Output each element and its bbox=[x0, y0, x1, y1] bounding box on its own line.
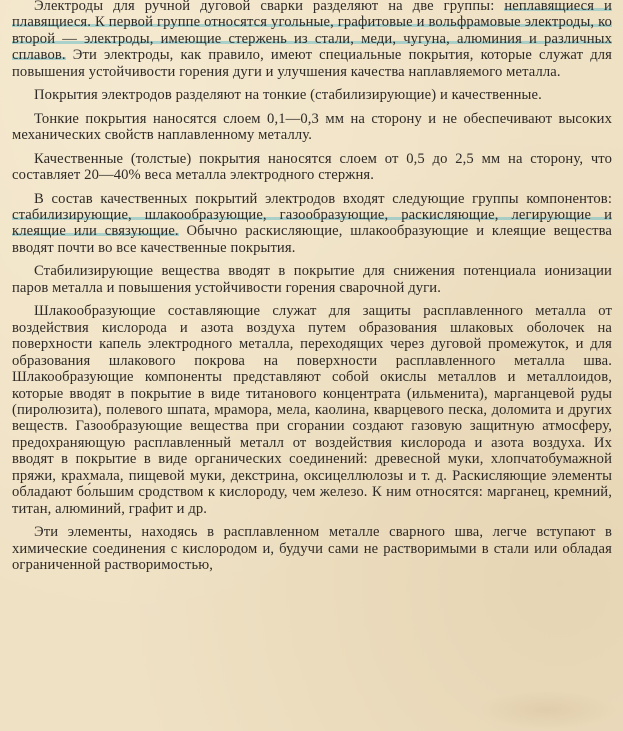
paragraph-text: Покрытия электродов разделяют на тонкие (стабилизирующие) и качественные. bbox=[34, 87, 542, 104]
paragraph-text: Тонкие покрытия наносятся слоем 0,1—0,3 мм на сторону и не обеспечивают высоких механических свойств наплавленному металлу. bbox=[12, 110, 612, 144]
paragraph-thin-coatings bbox=[12, 111, 612, 144]
paragraph-coating-types bbox=[12, 87, 612, 103]
paragraph-text: Электроды для ручной дуговой сварки разделяют на две группы: bbox=[34, 0, 505, 14]
paragraph-text: Качественные (толстые) покрытия наносятся слоем от 0,5 до 2,5 мм на сторону, что составляет 20—40% веса металла электродного стержня. bbox=[12, 150, 612, 184]
paragraph-text: В состав качественных покрытий электродов входят следующие группы компонентов: bbox=[34, 190, 612, 207]
paragraph-text: Обычно раскисляющие, шлакообразующие и клеящие вещества вводят почти во все качественные покрытия. bbox=[12, 223, 612, 256]
page-text bbox=[12, 0, 612, 574]
paragraph-coating-components bbox=[12, 191, 612, 257]
paragraph-electrode-groups bbox=[12, 0, 612, 80]
highlighted-text: стабилизирующие, шлакообразующие, газообразующие, раскисляющие, легирующие и клеящие или связующие. bbox=[12, 206, 612, 240]
paragraph-stabilizing bbox=[12, 263, 612, 296]
paragraph-text: Стабилизирующие вещества вводят в покрытие для снижения потенциала ионизации паров металла и повышения устойчивости горения сварочной дуги. bbox=[12, 263, 612, 296]
paper-stain bbox=[477, 690, 617, 730]
highlighted-text: неплавящиеся и плавящиеся. К первой группе относятся угольные, графитовые и вольфрамовые электроды, ко второй — электроды, имеющие стержень из стали, меди, чугуна, алюминия и различных сплавов. bbox=[12, 0, 612, 64]
paragraph-text: Эти электроды, как правило, имеют специальные покрытия, которые служат для повышения устойчивости горения дуги и улучшения качества наплавляемого металла. bbox=[12, 47, 612, 80]
paragraph-slag-forming bbox=[12, 303, 612, 517]
paragraph-thick-coatings bbox=[12, 151, 612, 184]
paragraph-deoxidizers bbox=[12, 524, 612, 573]
paragraph-text: Шлакообразующие составляющие служат для защиты расплавленного металла от воздействия кислорода и азота воздуха путем образования шлаковых оболочек на поверхности капель электродного металла, переходящих через дуговой промежуток, и для образования шлакового покрова на поверхности расплавленного металла шва. Шлакообразующие компоненты представляют собой окислы металлов и металлоидов, которые вводят в покрытие в виде титанового концентрата (ильменита), марганцевой руды (пиролюзита), полевого шпата, мрамора, мела, каолина, кварцевого песка, доломита и других веществ. Газообразующие вещества при сгорании создают газовую защитную атмосферу, предохраняющую расплавленный металл от воздействия кислорода и азота воздуха. Их вводят в покрытие в виде органических соединений: древесной муки, хлопчатобумажной пряжи, крахмала, пищевой муки, декстрина, оксицеллюлозы и т. д. Раскисляющие элементы обладают бо́льшим сродством к кислороду, чем железо. К ним относятся: марганец, кремний, титан, алюминий, графит и др. bbox=[12, 303, 612, 517]
paragraph-text: Эти элементы, находясь в расплавленном металле сварного шва, легче вступают в химические соединения с кислородом и, будучи сами не растворимыми в стали или обладая ограниченной растворимостью, bbox=[12, 524, 612, 574]
